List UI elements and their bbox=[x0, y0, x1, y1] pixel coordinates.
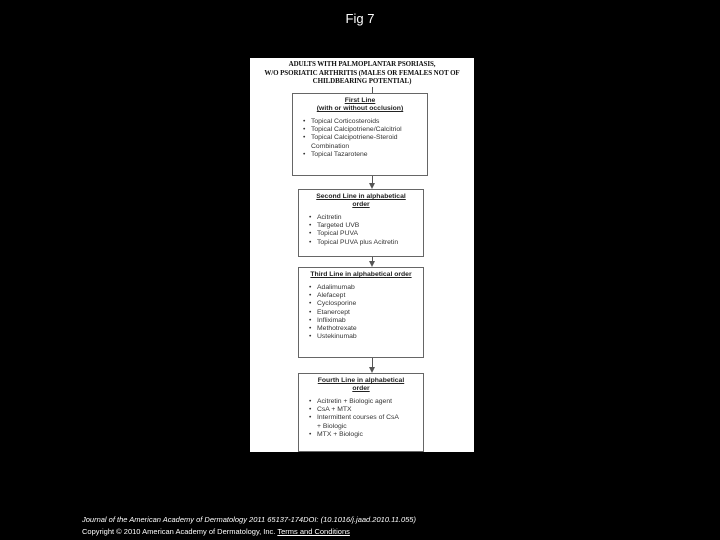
list-item: • Ustekinumab bbox=[309, 333, 423, 341]
list-item: • Topical PUVA plus Acitretin bbox=[309, 239, 423, 247]
list-item: • Etanercept bbox=[309, 309, 423, 317]
header-line: ADULTS WITH PALMOPLANTAR PSORIASIS, bbox=[288, 60, 436, 68]
header-line: CHILDBEARING POTENTIAL) bbox=[312, 77, 412, 85]
list-item-continuation: + Biologic bbox=[317, 422, 347, 430]
list-item: • Topical PUVA bbox=[309, 230, 423, 238]
third-line-title: Third Line in alphabetical order bbox=[310, 271, 412, 278]
list-item: • Topical Tazarotene bbox=[303, 151, 427, 159]
flowchart-header bbox=[252, 60, 472, 86]
second-line-box bbox=[298, 189, 424, 257]
second-line-title: Second Line in alphabetical order bbox=[316, 193, 406, 208]
figure-caption bbox=[82, 514, 416, 538]
list-item: • Intermittent courses of CsA bbox=[309, 414, 423, 422]
copyright-text: Copyright © 2010 American Academy of Dermatology, Inc. bbox=[82, 527, 276, 536]
list-item: • Topical Calcipotriene/Calcitriol bbox=[303, 126, 427, 134]
list-item: • MTX + Biologic bbox=[309, 431, 423, 439]
treatment-flowchart bbox=[250, 58, 474, 452]
second-line-list bbox=[299, 214, 423, 247]
list-item: • Adalimumab bbox=[309, 284, 423, 292]
journal-citation: Journal of the American Academy of Dermatology 2011 65137-174DOI: (10.1016/j.jaad.2010.11.055) bbox=[82, 515, 416, 524]
list-item: • Infliximab bbox=[309, 317, 423, 325]
fourth-line-box bbox=[298, 373, 424, 452]
copyright-line bbox=[82, 526, 416, 538]
header-line: W/O PSORIATIC ARTHRITIS (MALES OR FEMALES NOT OF bbox=[264, 68, 460, 77]
list-item-continuation: Combination bbox=[311, 142, 350, 150]
list-item: • Alefacept bbox=[309, 292, 423, 300]
first-line-list bbox=[293, 118, 427, 159]
list-item: • Cyclosporine bbox=[309, 300, 423, 308]
first-line-title: First Line (with or without occlusion) bbox=[316, 97, 404, 112]
list-item: • Methotrexate bbox=[309, 325, 423, 333]
list-item: • Topical Corticosteroids bbox=[303, 118, 427, 126]
list-item: • Acitretin + Biologic agent bbox=[309, 398, 423, 406]
list-item: • Acitretin bbox=[309, 214, 423, 222]
list-item: • Targeted UVB bbox=[309, 222, 423, 230]
fourth-line-list bbox=[299, 398, 423, 439]
list-item: • CsA + MTX bbox=[309, 406, 423, 414]
third-line-list bbox=[299, 284, 423, 341]
first-line-box bbox=[292, 93, 428, 176]
fourth-line-title: Fourth Line in alphabetical order bbox=[317, 377, 405, 392]
terms-link[interactable]: Terms and Conditions bbox=[277, 527, 350, 536]
figure-title: Fig 7 bbox=[345, 11, 375, 26]
third-line-box bbox=[298, 267, 424, 358]
list-item: • Topical Calcipotriene-Steroid bbox=[303, 134, 427, 142]
